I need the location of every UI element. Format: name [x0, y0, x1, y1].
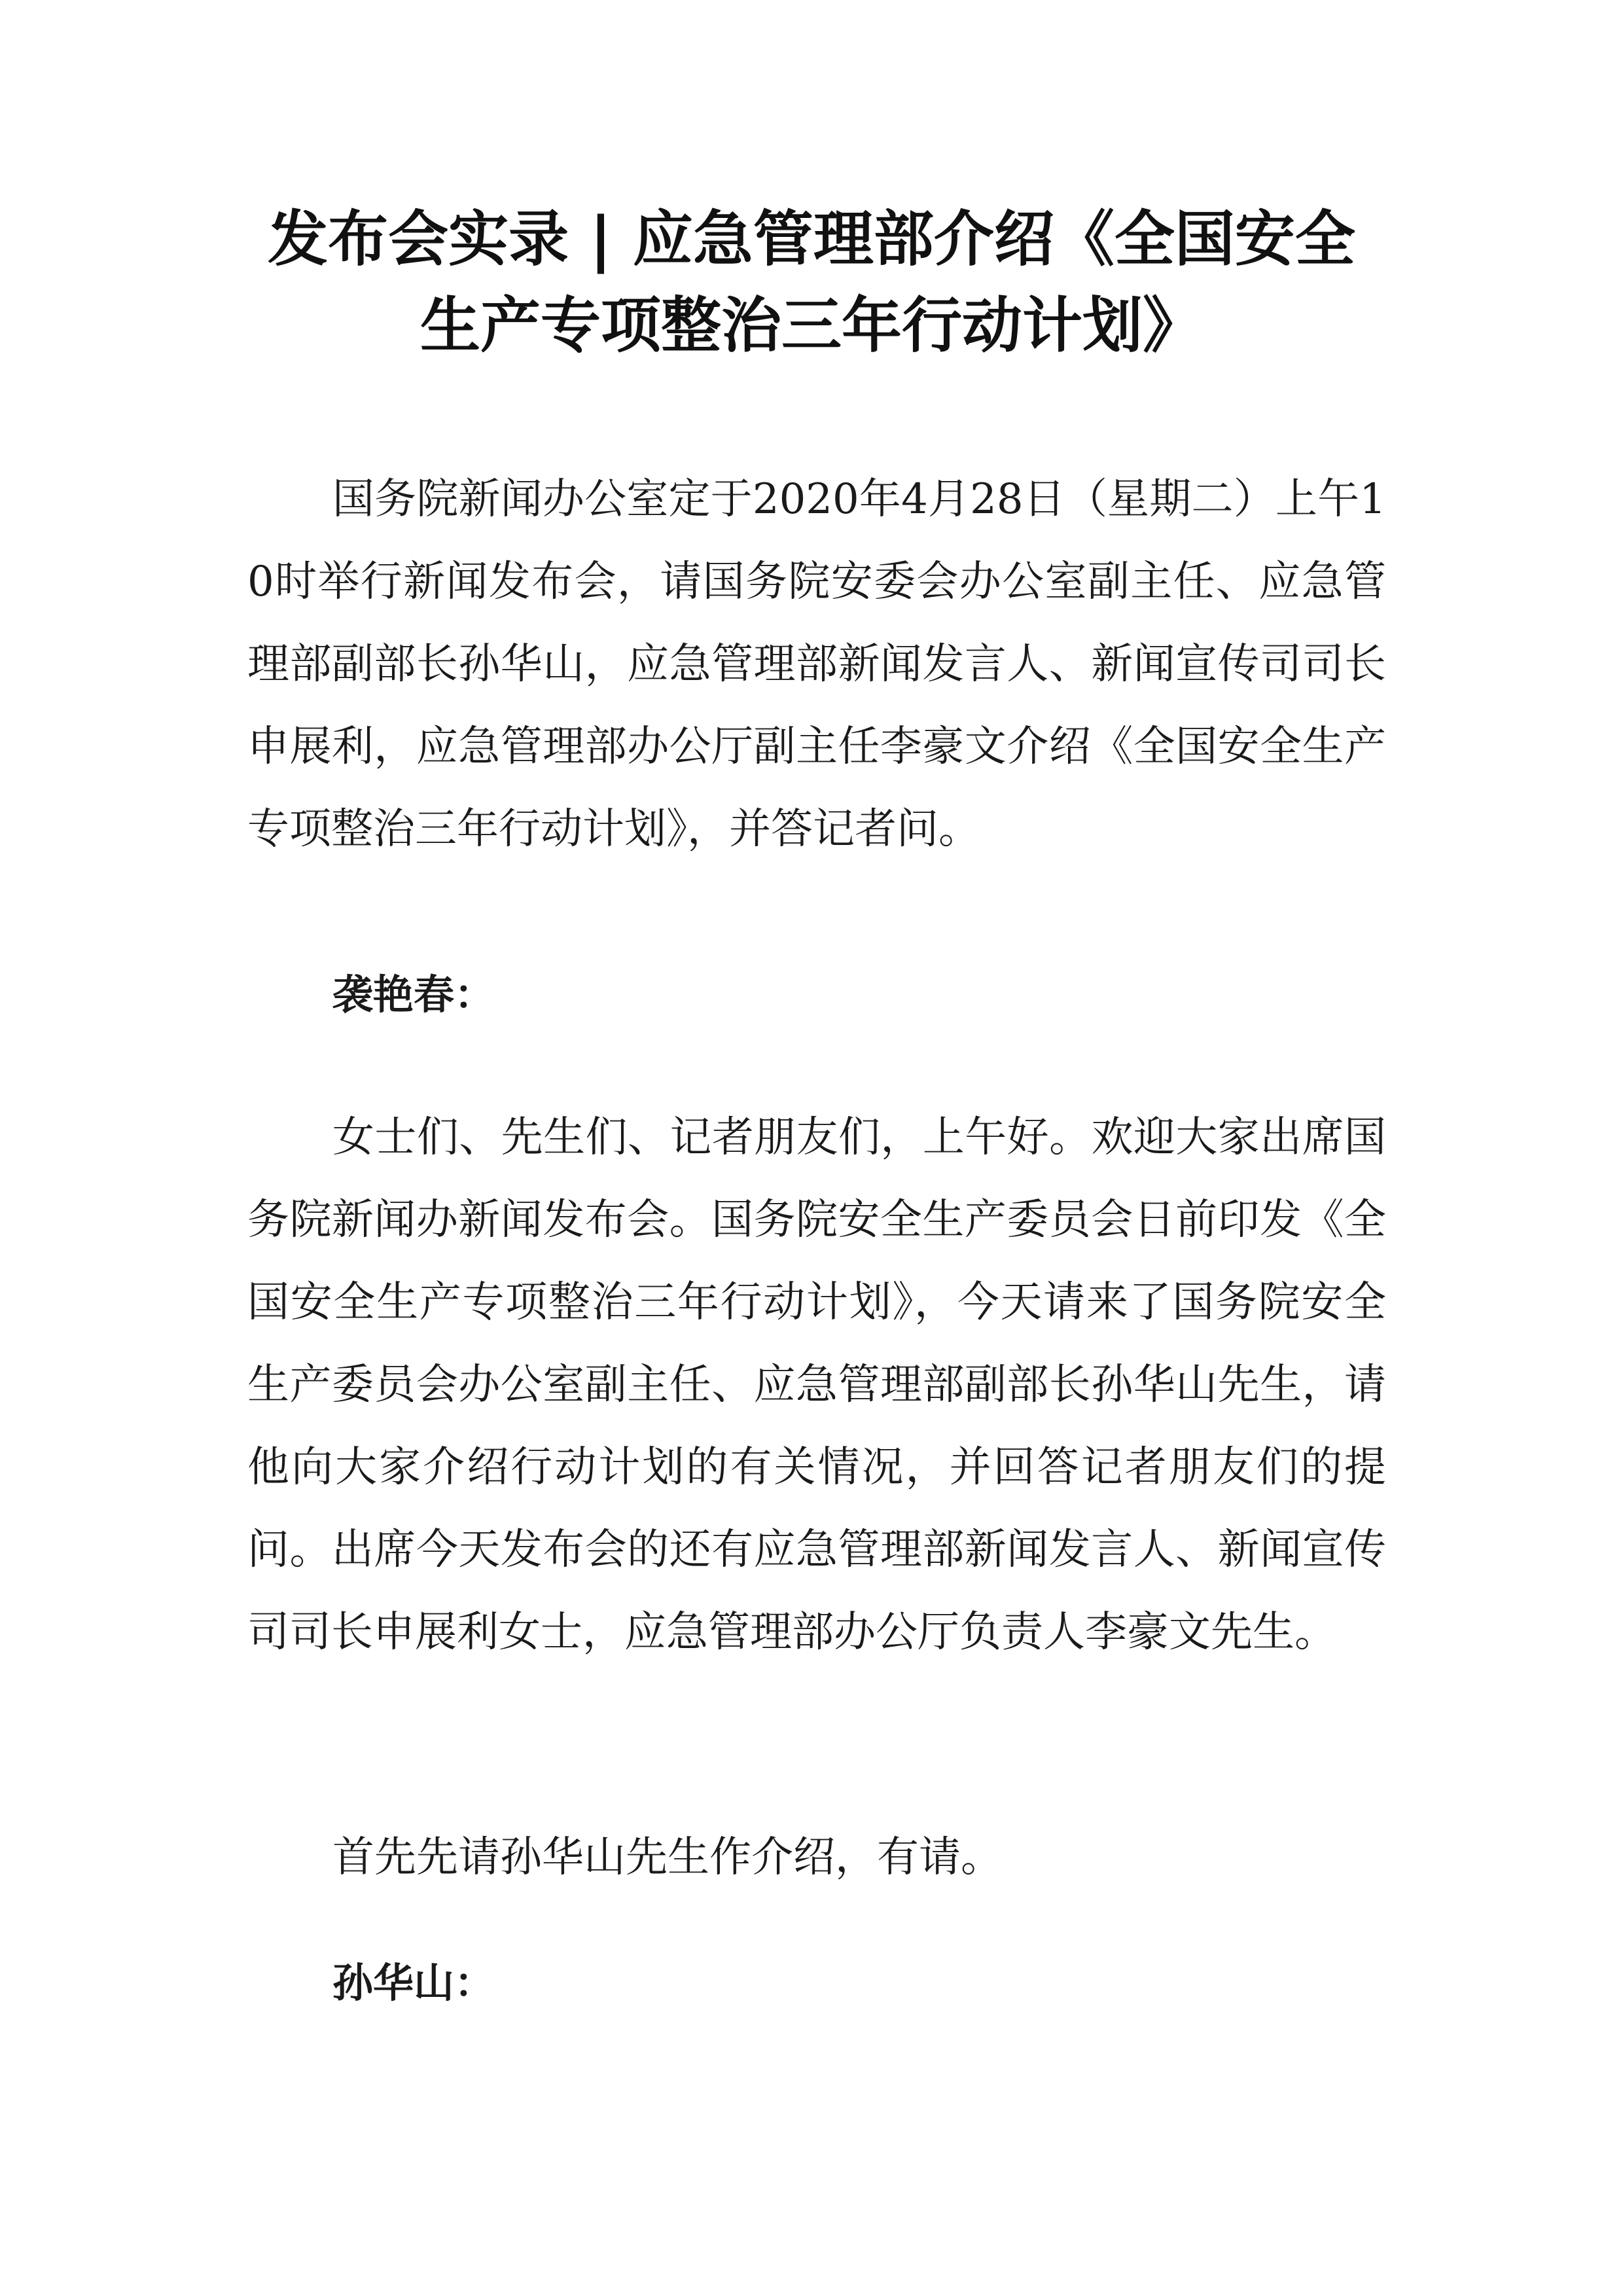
title-line-1: 发布会实录 | 应急管理部介绍《全国安全	[268, 204, 1355, 274]
title-line-2: 生产专项整治三年行动计划》	[419, 291, 1203, 361]
speech-paragraph-2: 首先先请孙华山先生作介绍，有请。	[332, 1833, 1003, 1882]
page-title	[177, 196, 1446, 369]
speaker-label-xi-yanchun: 袭艳春：	[332, 971, 495, 1018]
speaker-label-sun-huashan: 孙华山：	[332, 1959, 495, 2007]
intro-paragraph: 国务院新闻办公室定于2020年4月28日（星期二）上午10时举行新闻发布会，请国务院安委会办公室副主任、应急管理部副部长孙华山，应急管理部新闻发言人、新闻宣传司司长申展利，应急管理部办公厅副主任李豪文介绍《全国安全生产专项整治三年行动计划》，并答记者问。	[247, 475, 1386, 853]
speech-paragraph-1: 女士们、先生们、记者朋友们，上午好。欢迎大家出席国务院新闻办新闻发布会。国务院安全生产委员会日前印发《全国安全生产专项整治三年行动计划》，今天请来了国务院安全生产委员会办公室副主任、应急管理部副部长孙华山先生，请他向大家介绍行动计划的有关情况，并回答记者朋友们的提问。出席今天发布会的还有应急管理部新闻发言人、新闻宣传司司长申展利女士，应急管理部办公厅负责人李豪文先生。	[247, 1113, 1386, 1657]
